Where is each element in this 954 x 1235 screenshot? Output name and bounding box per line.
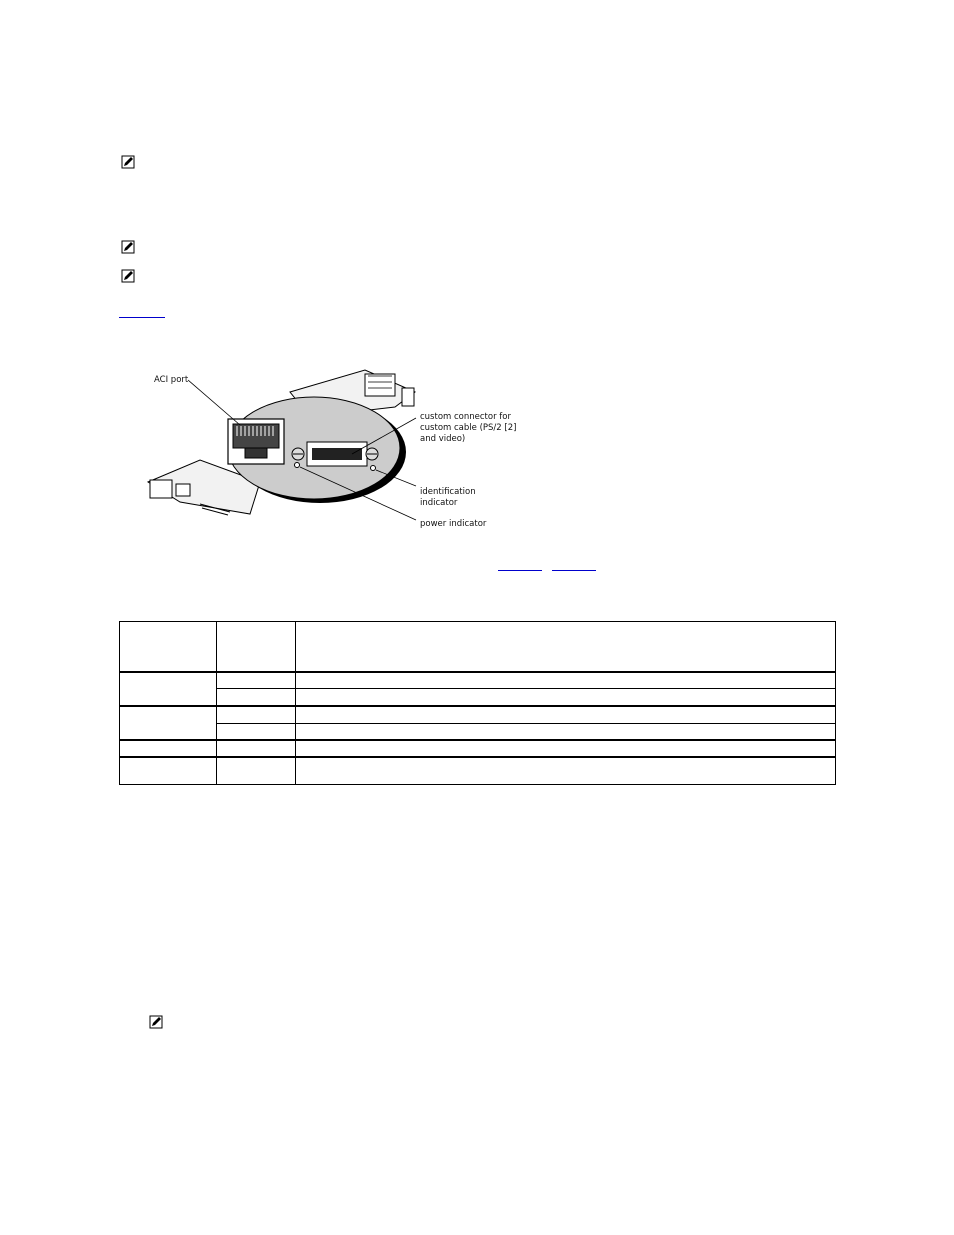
table-link[interactable] bbox=[498, 570, 542, 571]
note-pencil-icon bbox=[121, 240, 135, 254]
identification-indicator-label-2: indicator bbox=[420, 498, 458, 508]
figure-link[interactable] bbox=[119, 317, 165, 318]
table-cell bbox=[296, 622, 836, 672]
table-row bbox=[120, 757, 836, 784]
table-row bbox=[120, 740, 836, 757]
custom-connector-label-2: custom cable (PS/2 [2] bbox=[420, 423, 517, 433]
table-row bbox=[120, 689, 836, 706]
table-cell bbox=[217, 706, 296, 723]
table-row bbox=[120, 672, 836, 689]
table-cell bbox=[217, 622, 296, 672]
table-cell bbox=[120, 757, 217, 784]
table-cell bbox=[120, 706, 217, 740]
table-cell bbox=[120, 740, 217, 757]
note-pencil-icon bbox=[149, 1015, 163, 1029]
power-indicator-label: power indicator bbox=[420, 519, 487, 529]
note-pencil-icon bbox=[121, 155, 135, 169]
table-cell bbox=[217, 672, 296, 689]
aci-port-label: ACI port bbox=[154, 375, 189, 385]
table-cell bbox=[296, 689, 836, 706]
identification-indicator-label-1: identification bbox=[420, 487, 476, 497]
table-cell bbox=[217, 740, 296, 757]
note-pencil-icon bbox=[121, 269, 135, 283]
table-row bbox=[120, 723, 836, 740]
table-cell bbox=[296, 740, 836, 757]
custom-connector-label-3: and video) bbox=[420, 434, 466, 444]
indicator-table bbox=[119, 621, 836, 785]
table-cell bbox=[120, 622, 217, 672]
section-link[interactable] bbox=[552, 570, 596, 571]
table-cell bbox=[296, 757, 836, 784]
table-cell bbox=[296, 706, 836, 723]
table-cell bbox=[296, 723, 836, 740]
table-row bbox=[120, 706, 836, 723]
table-header-row bbox=[120, 622, 836, 672]
table-cell bbox=[296, 672, 836, 689]
aci-connector-figure bbox=[140, 362, 517, 540]
table-cell bbox=[120, 672, 217, 706]
table-cell bbox=[217, 689, 296, 706]
table-cell bbox=[217, 723, 296, 740]
table-cell bbox=[217, 757, 296, 784]
custom-connector-label-1: custom connector for bbox=[420, 412, 511, 422]
